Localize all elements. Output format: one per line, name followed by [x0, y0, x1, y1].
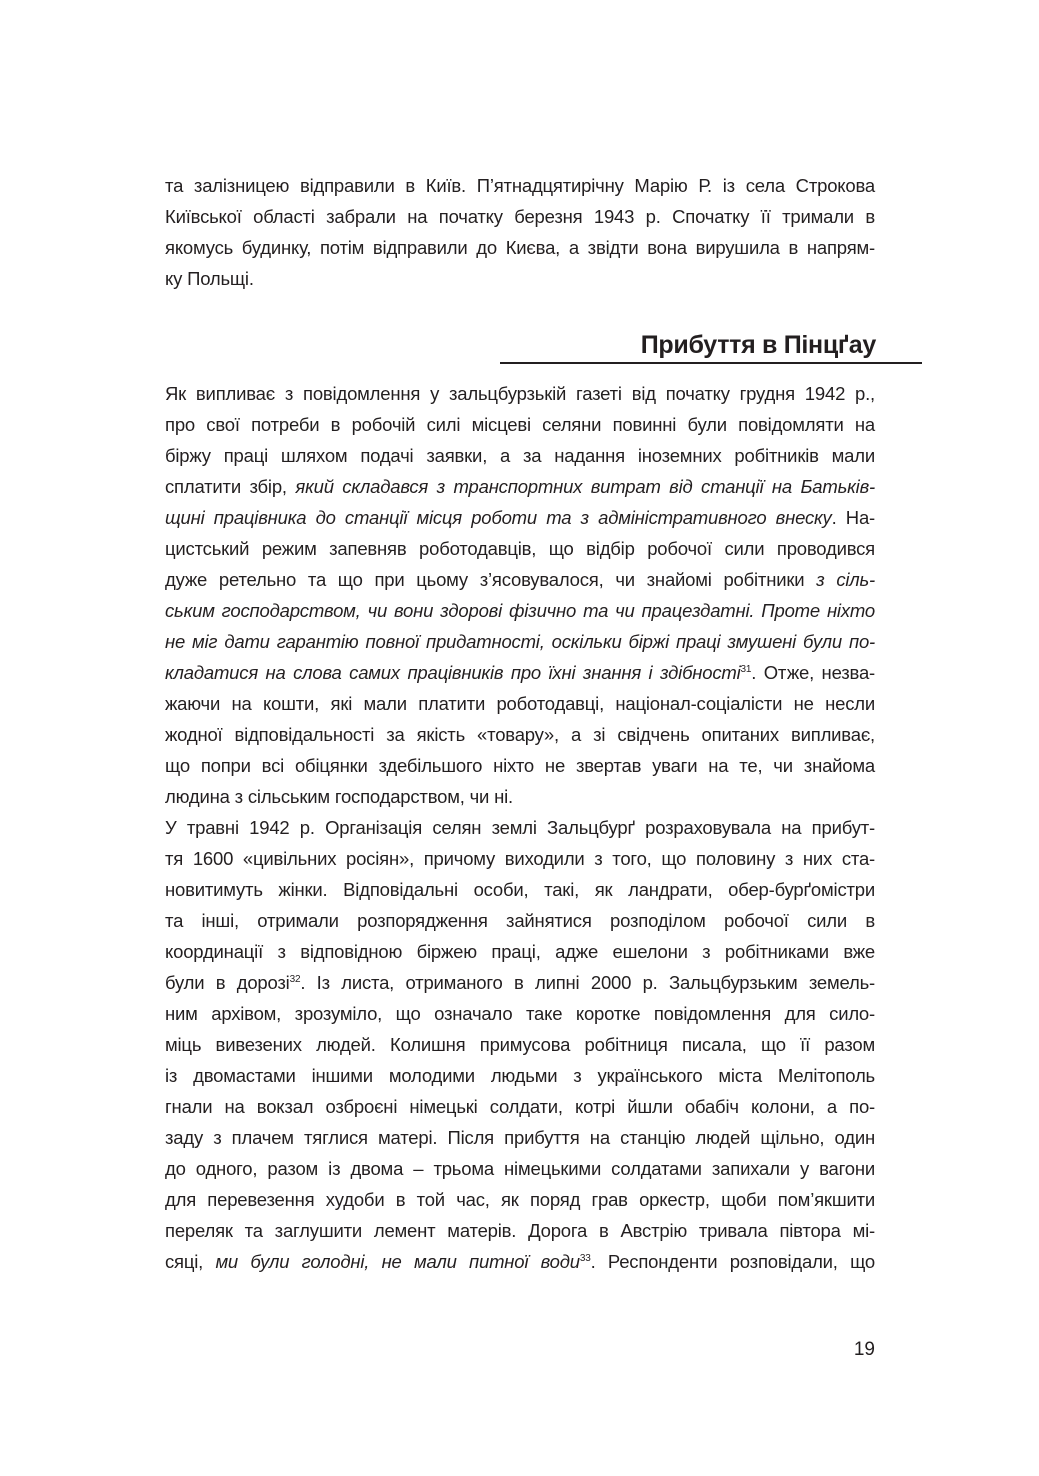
text-line: тя 1600 «цивільних росіян», причому виходили з того, що половину з них ста-	[165, 848, 875, 869]
text-line: міць вивезених людей. Колишня примусова робітниця писала, що її разом	[165, 1034, 875, 1055]
text-line: із двомастами іншими молодими людьми з українського міста Мелітополь	[165, 1065, 875, 1086]
text-line: ку Польщі.	[165, 268, 254, 289]
italic-quote: який складався з транспортних витрат від станції на Батьків-	[295, 476, 875, 497]
text-line: до одного, разом із двома – трьома німецькими солдатами запихали у вагони	[165, 1158, 875, 1179]
text-line	[165, 595, 875, 627]
text-line	[165, 626, 875, 658]
text-line: жаючи на кошти, які мали платити роботодавці, націонал-соціалісти не несли	[165, 693, 875, 714]
text-line: про свої потреби в робочій силі місцеві селяни повинні були повідомляти на	[165, 414, 875, 435]
text-line: заду з плачем тяглися матері. Після прибуття на станцію людей щільно, один	[165, 1127, 875, 1148]
italic-quote: щині працівника до станції місця роботи та з адміністративного внеску	[165, 507, 832, 528]
italic-quote: з сіль-	[816, 569, 875, 590]
italic-quote: ським господарством, чи вони здорові фізично та чи працездатні. Проте ніхто	[165, 600, 875, 621]
text-line: переляк та заглушити лемент матерів. Дорога в Австрію тривала півтора мі-	[165, 1220, 875, 1241]
text-line: для перевезення худоби в той час, як поряд грав оркестр, щоби пом’якшити	[165, 1189, 875, 1210]
text-line: сплатити збір, який складався з транспортних витрат від станції на Батьків-	[165, 476, 875, 497]
text-line: ним архівом, зрозуміло, що означало таке коротке повідомлення для силο-	[165, 1003, 875, 1024]
text-line: У травні 1942 р. Організація селян землі Зальцбурґ розраховувала на прибут-	[165, 817, 875, 838]
text-line: якомусь будинку, потім відправили до Києва, а звідти вона вирушила в напрям-	[165, 237, 875, 258]
italic-quote: не міг дати гарантію повної придатності, оскільки біржі праці змушені були по-	[165, 631, 875, 652]
italic-quote: ми були голодні, не мали питної води	[215, 1251, 580, 1272]
text-line: координації з відповідною біржею праці, адже ешелони з робітниками вже	[165, 941, 875, 962]
text-line: цистський режим запевняв роботодавців, що відбір робочої сили проводився	[165, 538, 875, 559]
footnote-ref: 33	[579, 1253, 591, 1264]
text-line: Київської області забрали на початку березня 1943 р. Спочатку її тримали в	[165, 206, 875, 227]
text-line: що попри всі обіцянки здебільшого ніхто не звертав уваги на те, чи знайома	[165, 755, 875, 776]
text-line: біржу праці шляхом подачі заявки, а за надання іноземних робітників мали	[165, 445, 875, 466]
text-line: дуже ретельно та що при цьому з’ясовувалося, чи знайомі робітники з сіль-	[165, 569, 875, 590]
footnote-ref: 32	[289, 974, 301, 985]
footnote-ref: 31	[740, 664, 752, 675]
page-number: 19	[853, 1339, 875, 1360]
section-title: Прибуття в Пінцґау	[500, 328, 922, 364]
text-line: кладатися на слова самих працівників про їхні знання і здібності$^{31}$. Отже, незва-	[165, 662, 876, 683]
text-line: гнали на вокзал озброєні німецькі солдати, котрі йшли обабіч колони, а по-	[165, 1096, 875, 1117]
text-line: були в дорозі$^{32}$. Із листа, отриманого в липні 2000 р. Зальцбурзьким земель-	[165, 972, 875, 993]
text-line: жодної відповідальності за якість «товару», а зі свідчень опитаних випливає,	[165, 724, 875, 745]
text-line: людина з сільським господарством, чи ні.	[165, 786, 513, 807]
text-line: сяці, ми були голодні, не мали питної води$^{33}$. Респонденти розповідали, що	[165, 1251, 875, 1272]
text-line: новитимуть жінки. Відповідальні особи, такі, як ландрати, обер-бурґомістри	[165, 879, 875, 900]
italic-quote: кладатися на слова самих працівників про їхні знання і здібності	[165, 662, 741, 683]
text-line: та інші, отримали розпорядження зайнятися розподілом робочої сили в	[165, 910, 875, 931]
text-line: Як випливає з повідомлення у зальцбурзькій газеті від початку грудня 1942 р.,	[165, 383, 875, 404]
text-line: та залізницею відправили в Київ. П’ятнадцятирічну Марію Р. із села Строкова	[165, 175, 875, 196]
text-line: щині працівника до станції місця роботи та з адміністративного внеску. На-	[165, 507, 875, 528]
